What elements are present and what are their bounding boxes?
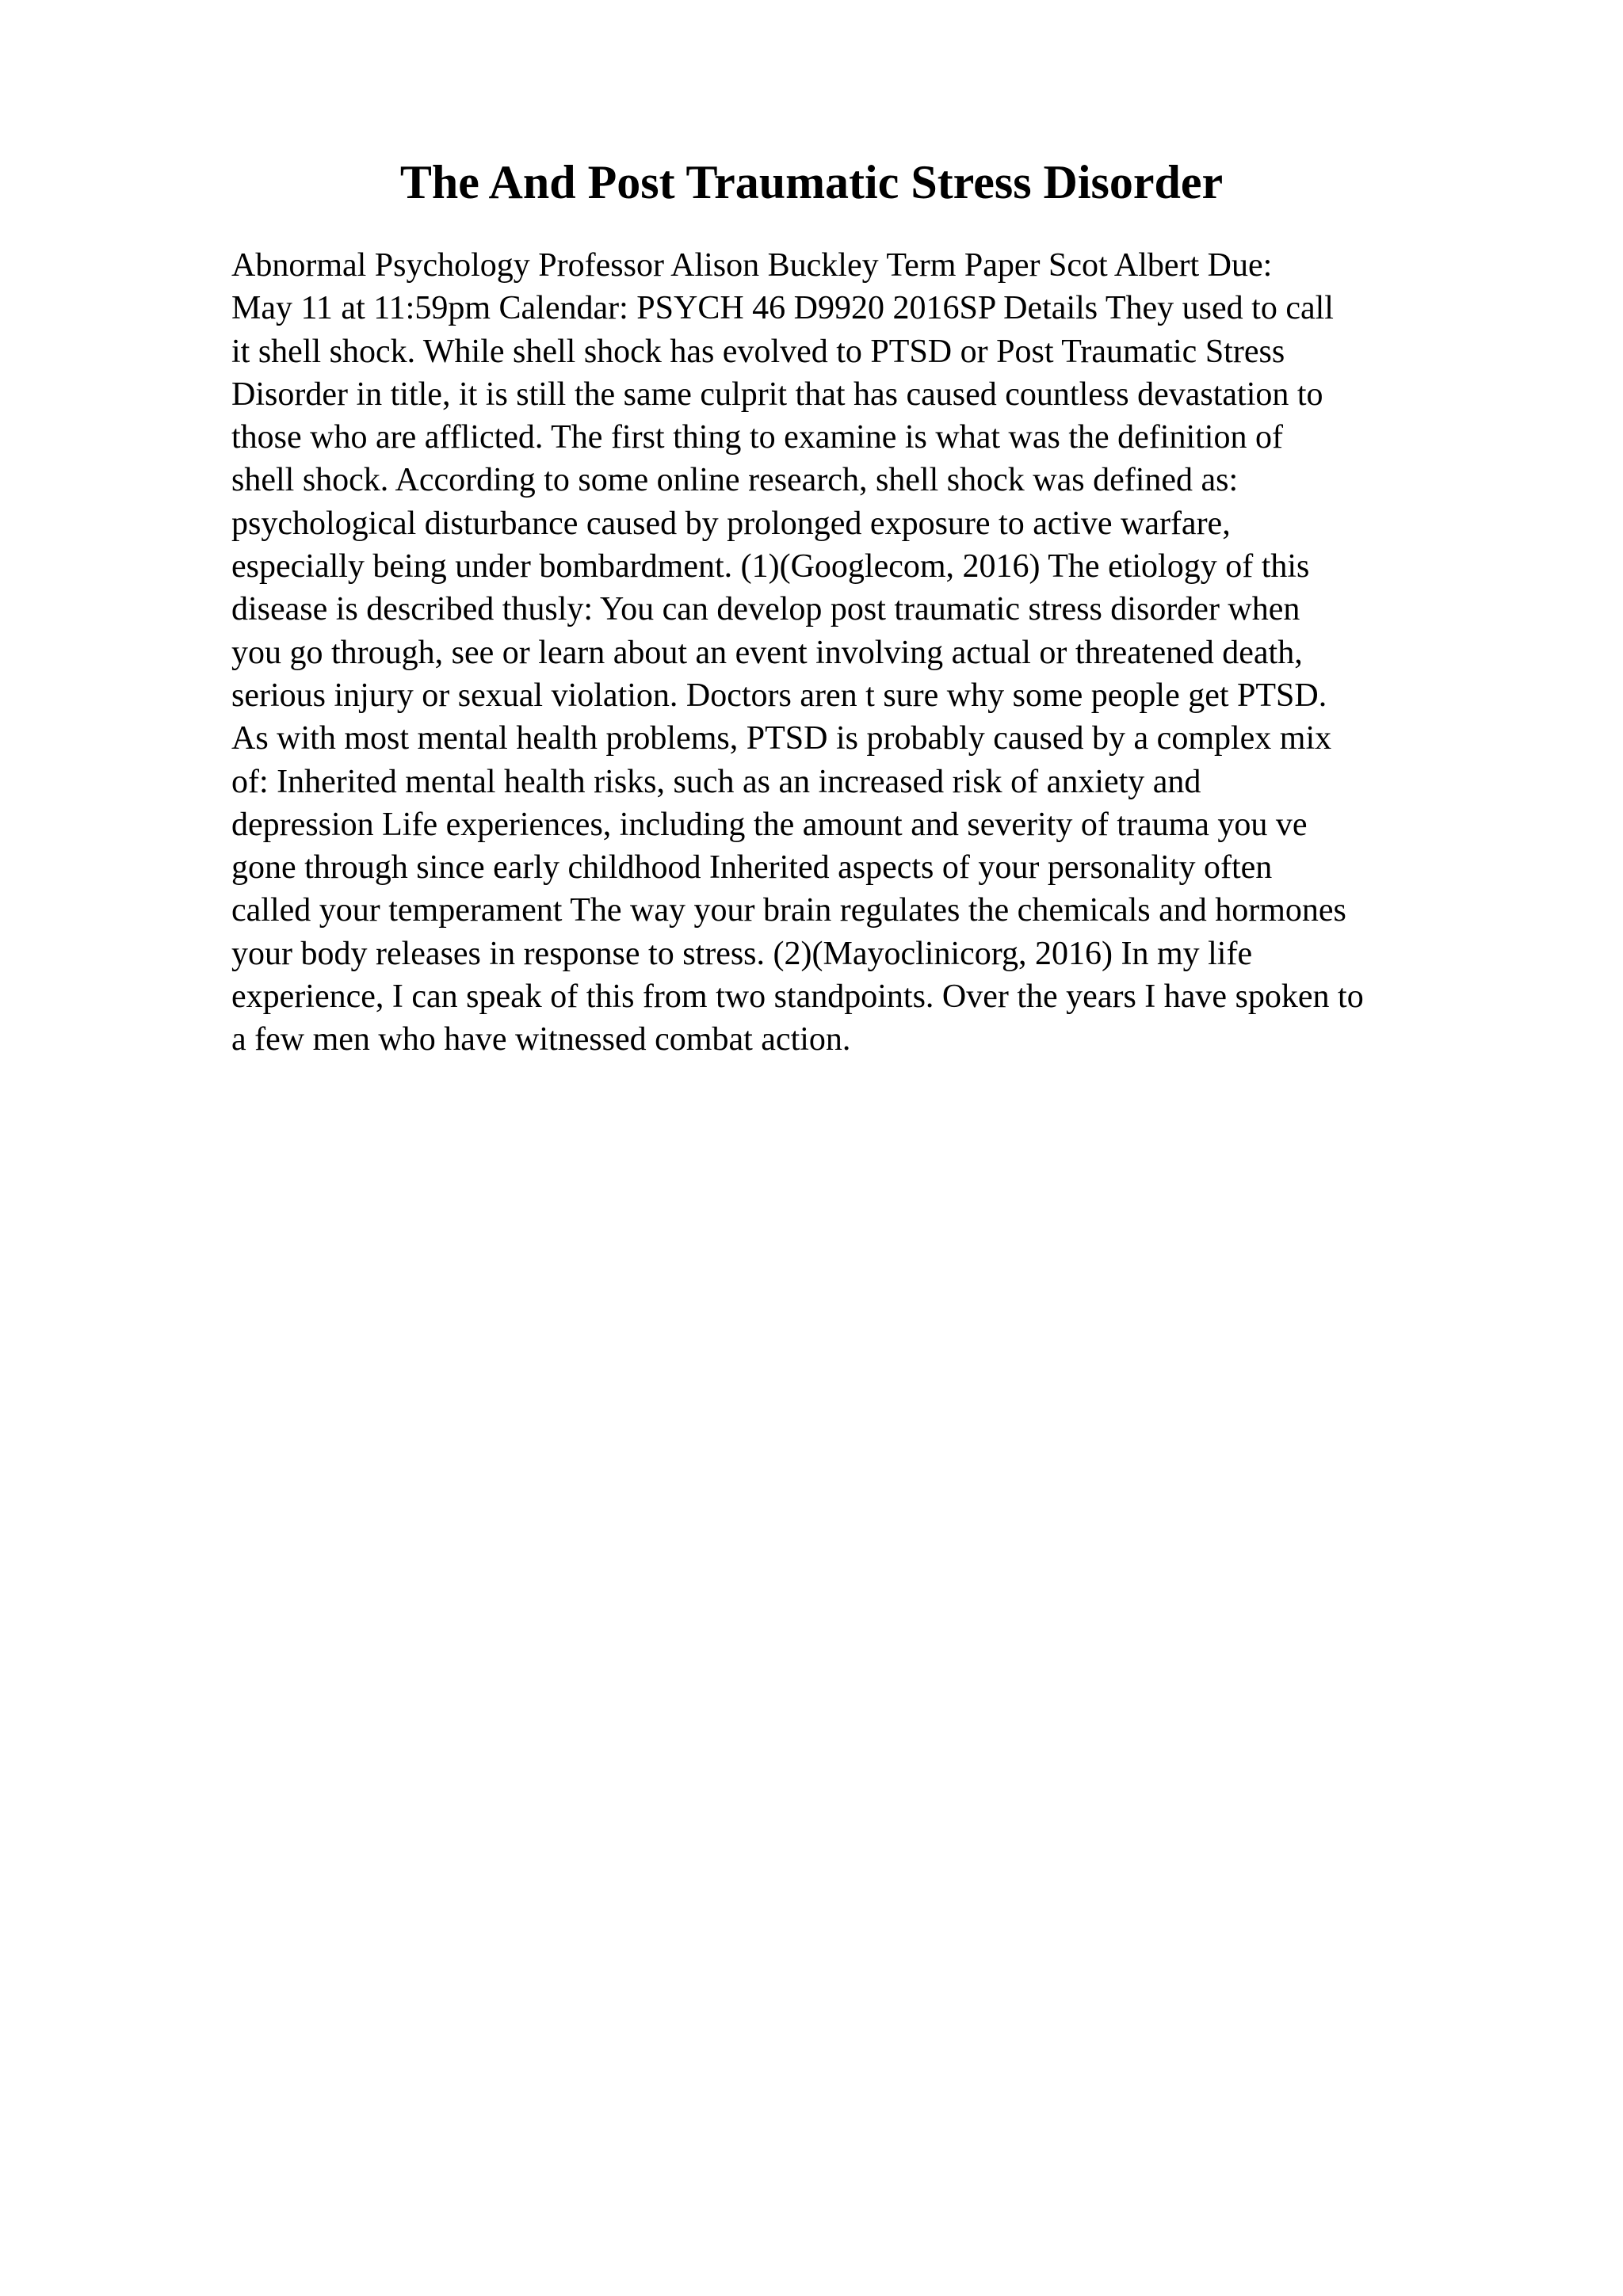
body-line: of: Inherited mental health risks, such as an increased risk of anxiety and — [231, 763, 1201, 800]
body-line: shell shock. According to some online research, shell shock was defined as: — [231, 462, 1239, 499]
body-line: As with most mental health problems, PTSD is probably caused by a complex mix — [231, 720, 1332, 757]
body-line: a few men who have witnessed combat action. — [231, 1021, 851, 1058]
body-line: Disorder in title, it is still the same culprit that has caused countless devastation to — [231, 376, 1323, 413]
body-line: psychological disturbance caused by prolonged exposure to active warfare, — [231, 505, 1231, 542]
body-line: you go through, see or learn about an event involving actual or threatened death, — [231, 634, 1303, 671]
body-line: experience, I can speak of this from two standpoints. Over the years I have spoken to — [231, 978, 1364, 1016]
body-line: May 11 at 11:59pm Calendar: PSYCH 46 D9920 2016SP Details They used to call — [231, 290, 1334, 327]
body-line: called your temperament The way your brain regulates the chemicals and hormones — [231, 892, 1346, 929]
document-body — [231, 244, 1499, 1062]
body-line: disease is described thusly: You can develop post traumatic stress disorder when — [231, 591, 1300, 628]
body-line: especially being under bombardment. (1)(Googlecom, 2016) The etiology of this — [231, 548, 1310, 585]
document-title: The And Post Traumatic Stress Disorder — [399, 156, 1224, 208]
body-line: Abnormal Psychology Professor Alison Buckley Term Paper Scot Albert Due: — [231, 247, 1273, 284]
body-line: those who are afflicted. The first thing to examine is what was the definition of — [231, 419, 1283, 456]
body-line: depression Life experiences, including the amount and severity of trauma you ve — [231, 806, 1308, 843]
body-line: gone through since early childhood Inherited aspects of your personality often — [231, 849, 1273, 887]
body-line: your body releases in response to stress. (2)(Mayoclinicorg, 2016) In my life — [231, 935, 1253, 972]
body-line: it shell shock. While shell shock has evolved to PTSD or Post Traumatic Stress — [231, 333, 1285, 370]
body-line: serious injury or sexual violation. Doctors aren t sure why some people get PTSD. — [231, 677, 1327, 714]
